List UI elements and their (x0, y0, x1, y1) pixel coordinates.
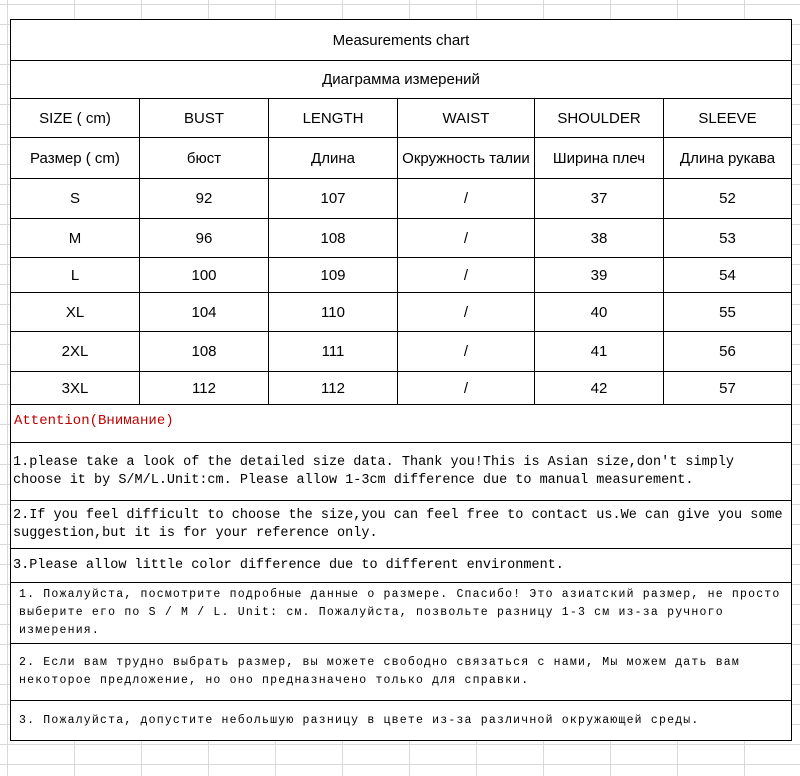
length-cell: 112 (269, 372, 398, 404)
header-size-ru: Размер ( cm) (11, 138, 140, 178)
bust-cell: 96 (140, 219, 269, 257)
size-cell: L (11, 258, 140, 292)
note-en-3 (11, 549, 791, 583)
header-sleeve-ru: Длина рукава (679, 149, 776, 167)
bust-cell: 92 (140, 179, 269, 218)
waist-cell: / (398, 372, 535, 404)
size-cell: XL (11, 293, 140, 331)
waist-cell: / (398, 258, 535, 292)
sleeve-cell: 53 (719, 229, 736, 247)
note-ru-1-text: 1. Пожалуйста, посмотрите подробные данные о размере. Спасибо! Это азиатский размер, не просто выберите его по S / M / L. Unit: см. Пожалуйста, позвольте разницу 1-3 см из-за ручного измерения. (19, 588, 781, 637)
table-row (11, 179, 791, 219)
header-bust: BUST (140, 99, 269, 137)
note-en-1 (11, 443, 791, 501)
header-row-en (11, 99, 791, 138)
sleeve-cell: 56 (719, 343, 736, 360)
length-cell: 110 (269, 293, 398, 331)
header-bust-ru: бюст (140, 138, 269, 178)
note-ru-2-text: 2. Если вам трудно выбрать размер, вы можете свободно связаться с нами, Мы можем дать вам некоторое предложение, но оно предназначено только для справки. (19, 656, 740, 687)
sleeve-cell: 54 (719, 266, 736, 284)
length-cell: 108 (269, 219, 398, 257)
note-en-2-text: 2.If you feel difficult to choose the size,you can feel free to contact us.We can give you some suggestion,but it is for your reference only. (13, 507, 783, 541)
attention-heading: Attention(Внимание) (11, 405, 791, 443)
size-cell: 2XL (11, 332, 140, 371)
note-ru-3 (11, 701, 791, 740)
note-en-2 (11, 501, 791, 549)
header-waist-ru: Окружность талии (398, 138, 535, 178)
bust-cell: 100 (140, 258, 269, 292)
note-en-3-text: 3.Please allow little color difference due to different environment. (13, 557, 564, 573)
size-cell: 3XL (11, 372, 140, 404)
header-shoulder-ru: Ширина плеч (535, 138, 664, 178)
header-size: SIZE ( cm) (11, 99, 140, 137)
bust-cell: 112 (140, 372, 269, 404)
sleeve-cell: 52 (719, 190, 736, 207)
waist-cell: / (398, 219, 535, 257)
measurements-table (10, 19, 792, 741)
note-ru-1 (11, 583, 791, 644)
header-length: LENGTH (269, 99, 398, 137)
waist-cell: / (398, 179, 535, 218)
shoulder-cell: 42 (535, 372, 664, 404)
table-row (11, 293, 791, 332)
shoulder-cell: 40 (535, 293, 664, 331)
shoulder-cell: 38 (535, 219, 664, 257)
header-length-ru: Длина (269, 138, 398, 178)
sleeve-cell: 57 (719, 379, 736, 397)
length-cell: 111 (269, 332, 398, 371)
sleeve-cell: 55 (719, 303, 736, 321)
shoulder-cell: 41 (535, 332, 664, 371)
waist-cell: / (398, 293, 535, 331)
title-ru: Диаграмма измерений (11, 61, 791, 99)
title-en: Measurements chart (11, 20, 791, 61)
header-sleeve: SLEEVE (698, 109, 757, 127)
table-row (11, 372, 791, 405)
shoulder-cell: 39 (535, 258, 664, 292)
note-ru-3-text: 3. Пожалуйста, допустите небольшую разницу в цвете из-за различной окружающей среды. (19, 713, 700, 727)
header-row-ru (11, 138, 791, 179)
note-ru-2 (11, 644, 791, 701)
header-shoulder: SHOULDER (535, 99, 664, 137)
note-en-1-text: 1.please take a look of the detailed size data. Thank you!This is Asian size,don't simply choose it by S/M/L.Unit:cm. Please allow 1-3cm difference due to manual measurement. (13, 454, 735, 488)
header-waist: WAIST (398, 99, 535, 137)
waist-cell: / (398, 332, 535, 371)
bust-cell: 108 (140, 332, 269, 371)
size-cell: M (11, 219, 140, 257)
length-cell: 109 (269, 258, 398, 292)
table-row (11, 219, 791, 258)
length-cell: 107 (269, 179, 398, 218)
table-row (11, 258, 791, 293)
size-cell: S (11, 179, 140, 218)
bust-cell: 104 (140, 293, 269, 331)
table-row (11, 332, 791, 372)
shoulder-cell: 37 (535, 179, 664, 218)
